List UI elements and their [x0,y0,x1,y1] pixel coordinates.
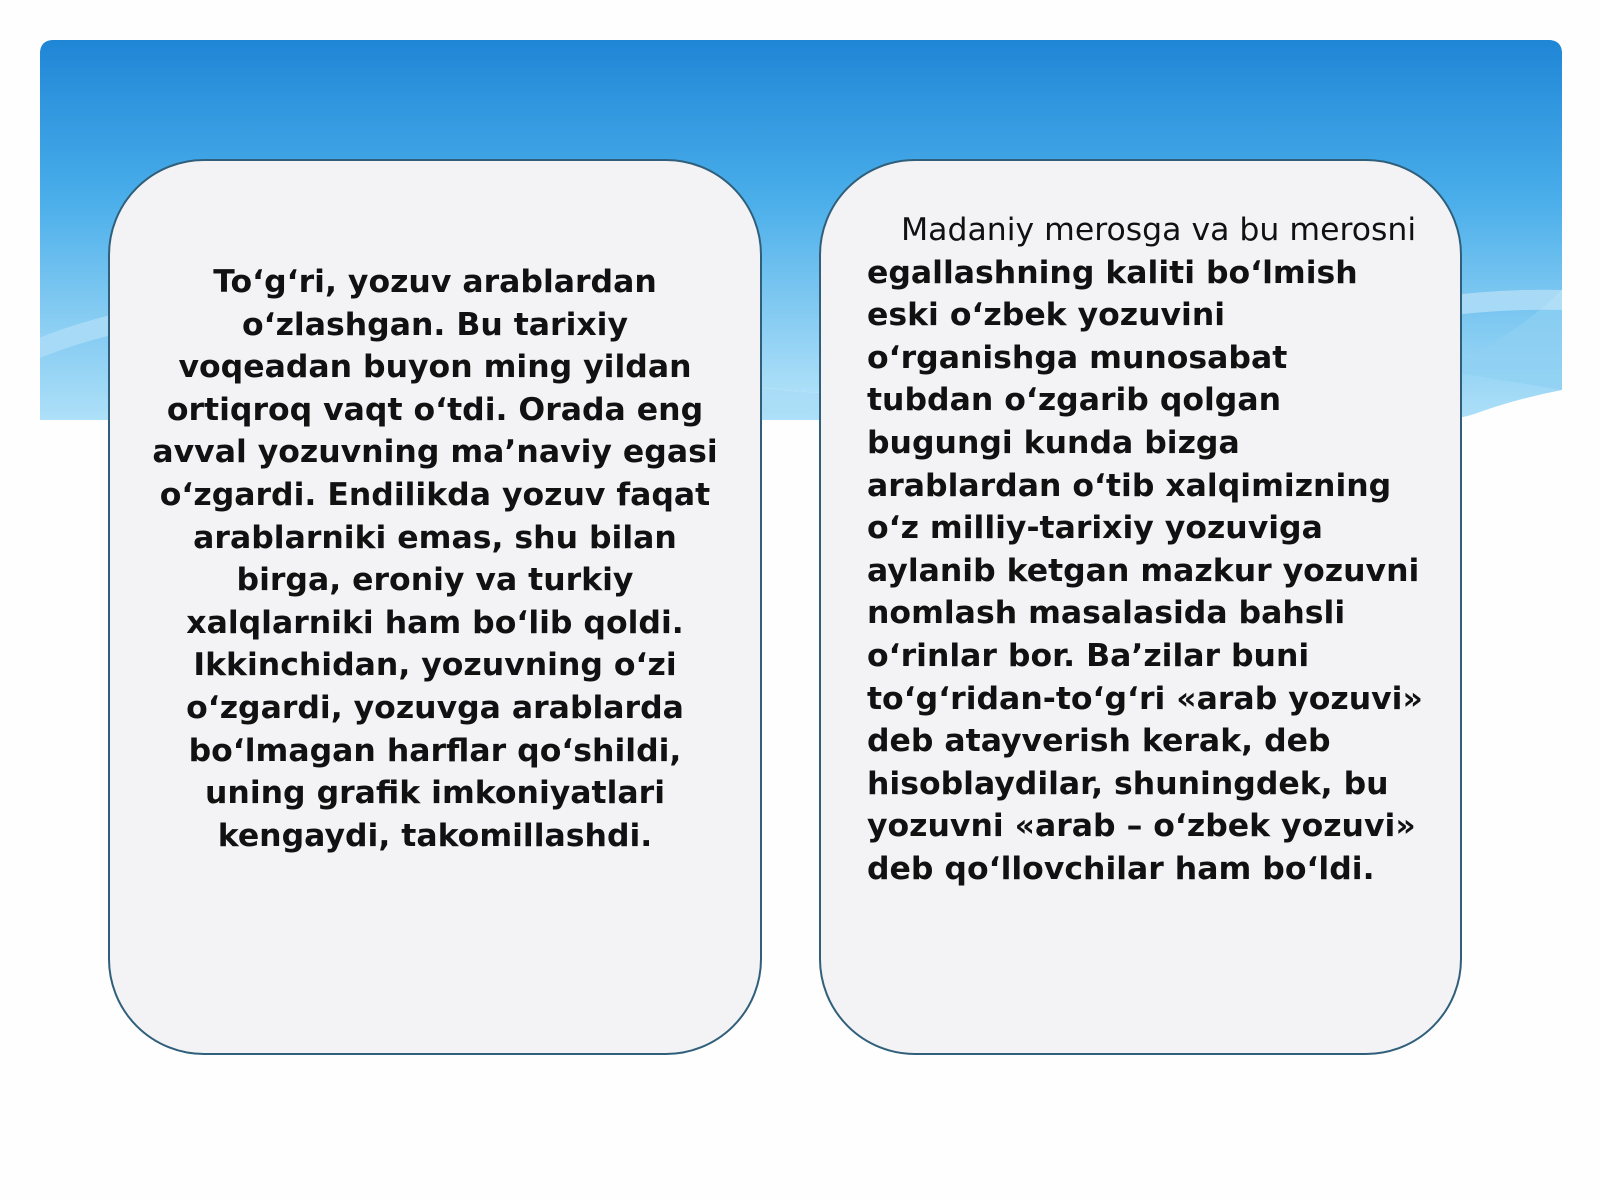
right-card-body: egallashning kaliti bo‘lmish eski o‘zbek yozuvini o‘rganishga munosabat tubdan o‘zgarib qolgan bugungi kunda bizga arablardan o‘tib xalqimizning o‘z milliy-tarixiy yozuviga aylanib ketgan mazkur yozuvni nomlash masalasida bahsli o‘rinlar bor. Ba’zilar buni to‘g‘ridan-to‘g‘ri «arab yozuvi» deb atayverish kerak, deb hisoblaydilar, shuningdek, bu yozuvni «arab – o‘zbek yozuvi» deb qo‘llovchilar ham bo‘ldi. [867,254,1423,887]
right-text-card [819,159,1462,1055]
right-card-intro: Madaniy merosga va bu merosni [901,212,1417,248]
right-card-text [867,209,1424,891]
left-text-card [108,159,762,1055]
left-card-text: To‘g‘ri, yozuv arablardan o‘zlashgan. Bu tarixiy voqeadan buyon ming yildan ortiqroq vaqt o‘tdi. Orada eng avval yozuvning ma’naviy egasi o‘zgardi. Endilikda yozuv faqat arablarniki emas, shu bilan birga, eroniy va turkiy xalqlarniki ham bo‘lib qoldi. Ikkinchidan, yozuvning o‘zi o‘zgardi, yozuvga arablarda bo‘lmagan harflar qo‘shildi, uning grafik imkoniyatlari kengaydi, takomillashdi. [152,264,718,854]
